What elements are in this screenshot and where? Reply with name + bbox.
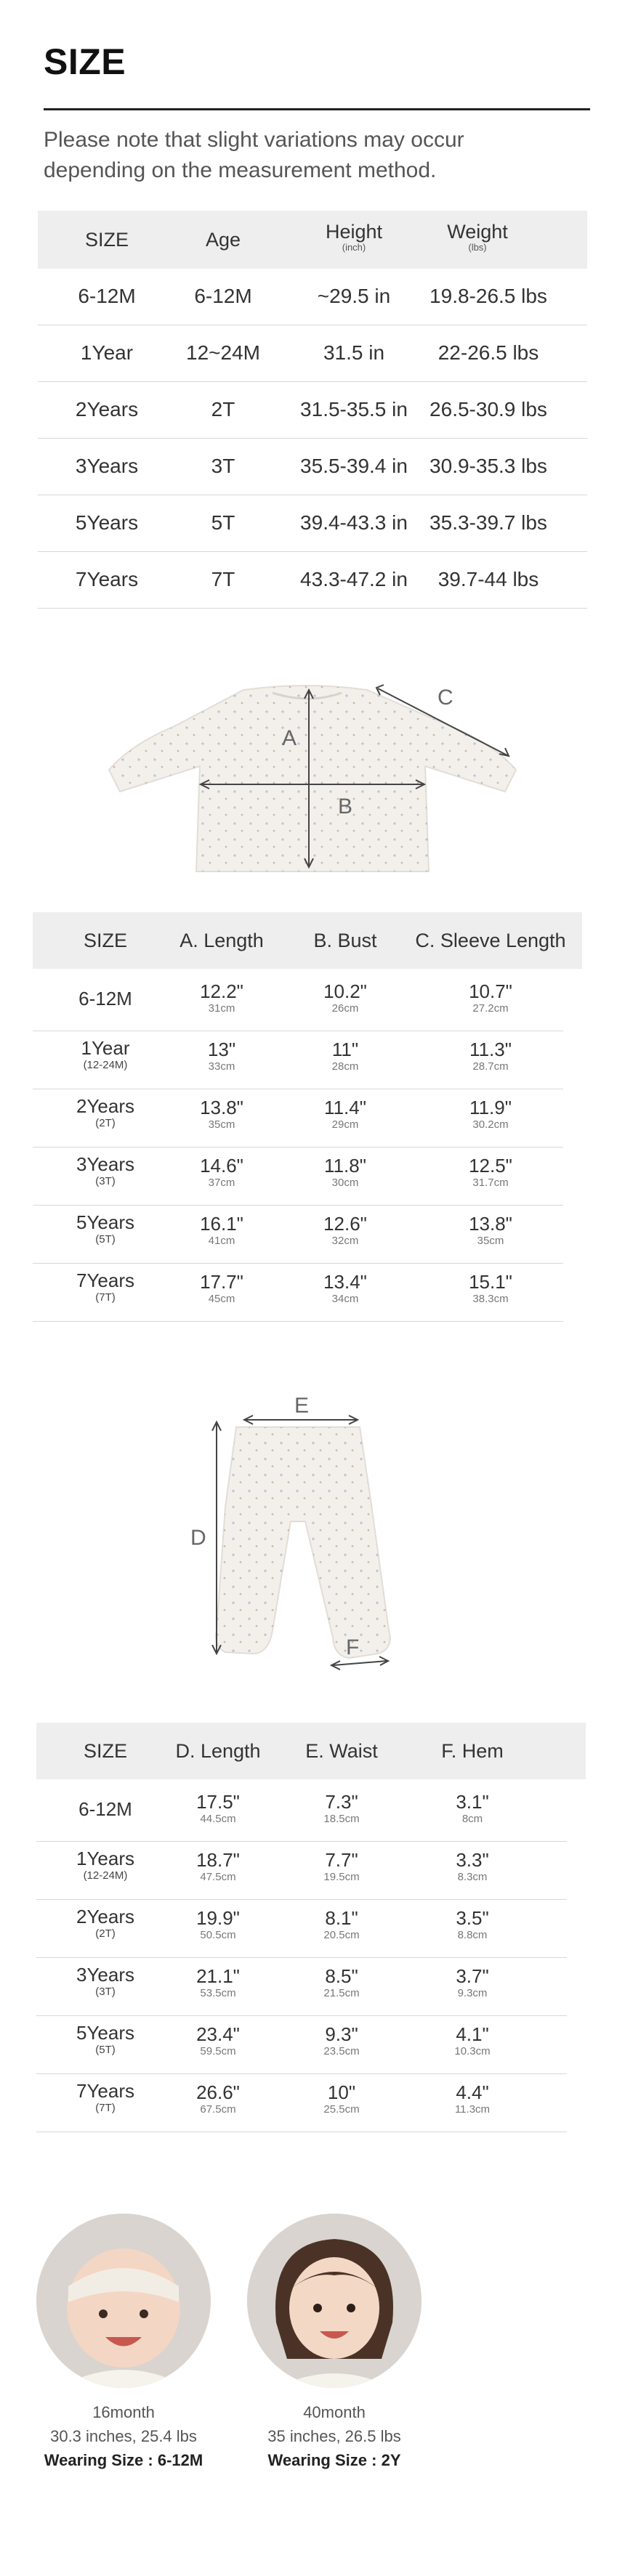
measure-cell: 18.7" 47.5cm <box>196 1849 240 1883</box>
measure-cell: 26.6" 67.5cm <box>196 2081 240 2116</box>
header-sleeve: C. Sleeve Length <box>415 930 566 951</box>
label-e: E <box>294 1394 310 1418</box>
size-cell: 2Years (2T) <box>76 1906 134 1940</box>
measure-cell: 11.9" 30.2cm <box>469 1097 512 1131</box>
measure-cell: 17.7" 45cm <box>200 1271 243 1305</box>
measure-cell: 11.4" 29cm <box>324 1097 366 1131</box>
measure-cell: 7.7" 19.5cm <box>323 1849 360 1883</box>
table-cell: 22-26.5 lbs <box>438 341 539 364</box>
row-divider <box>36 2015 567 2016</box>
table-cell: 19.8-26.5 lbs <box>430 285 547 307</box>
model-photo-1 <box>36 2214 211 2388</box>
model-age: 16month <box>92 2403 155 2421</box>
row-divider <box>33 1263 563 1264</box>
table-cell: 2Years <box>75 398 139 420</box>
row-divider <box>36 1957 567 1958</box>
measure-cell: 9.3" 23.5cm <box>323 2023 360 2057</box>
size-cell: 6-12M <box>78 1798 132 1820</box>
header-weight-unit: (lbs) <box>468 242 487 253</box>
label-b: B <box>338 795 353 818</box>
measure-cell: 15.1" 38.3cm <box>469 1271 512 1305</box>
label-d: D <box>190 1526 206 1550</box>
row-divider <box>33 1205 563 1206</box>
size-cell: 1Year (12-24M) <box>81 1037 130 1071</box>
measure-cell: 11" 28cm <box>331 1039 359 1073</box>
measure-cell: 8.1" 20.5cm <box>323 1907 360 1941</box>
row-divider <box>33 1321 563 1322</box>
measure-cell: 19.9" 50.5cm <box>196 1907 240 1941</box>
header-age: Age <box>205 229 241 251</box>
measure-cell: 11.8" 30cm <box>324 1155 366 1189</box>
measure-cell: 10" 25.5cm <box>323 2081 360 2116</box>
measure-cell: 3.3" 8.3cm <box>456 1849 489 1883</box>
header-d-length: D. Length <box>175 1740 261 1762</box>
header-hem: F. Hem <box>441 1740 504 1762</box>
table-cell: 39.7-44 lbs <box>438 568 539 590</box>
size-cell: 2Years (2T) <box>76 1095 134 1129</box>
size-cell: 3Years (3T) <box>76 1153 134 1187</box>
header-size: SIZE <box>84 229 129 251</box>
size-cell: 3Years (3T) <box>76 1964 134 1998</box>
measure-cell: 11.3" 28.7cm <box>469 1039 512 1073</box>
bottom-measurement-diagram <box>182 1391 414 1696</box>
header-height: Height (inch) <box>299 221 408 253</box>
table-cell: 3Years <box>75 455 139 477</box>
table-cell: 3T <box>211 455 235 477</box>
header-height-unit: (inch) <box>342 242 366 253</box>
measure-cell: 3.7" 9.3cm <box>456 1965 489 1999</box>
size-cell: 7Years (7T) <box>76 2080 134 2114</box>
measure-cell: 16.1" 41cm <box>200 1213 243 1247</box>
table-cell: 7T <box>211 568 235 590</box>
measure-cell: 12.5" 31.7cm <box>469 1155 512 1189</box>
table-cell: 26.5-30.9 lbs <box>430 398 547 420</box>
measure-cell: 8.5" 21.5cm <box>323 1965 360 1999</box>
table-cell: 6-12M <box>78 285 136 307</box>
model-caption-1 <box>22 2400 225 2472</box>
table-cell: 35.3-39.7 lbs <box>430 511 547 534</box>
measure-cell: 17.5" 44.5cm <box>196 1791 240 1825</box>
size-cell: 5Years (5T) <box>76 2022 134 2056</box>
measure-cell: 14.6" 37cm <box>200 1155 243 1189</box>
toddler-face-icon <box>247 2214 422 2388</box>
table-cell: 31.5-35.5 in <box>300 398 408 420</box>
bottom-measurement-table <box>36 1723 586 2133</box>
measure-cell: 13.8" 35cm <box>200 1097 243 1131</box>
row-divider <box>36 1841 567 1842</box>
measure-cell: 3.5" 8.8cm <box>456 1907 489 1941</box>
title-divider <box>44 108 590 110</box>
model-caption-2 <box>233 2400 436 2472</box>
size-cell: 5Years (5T) <box>76 1211 134 1246</box>
measure-cell: 4.1" 10.3cm <box>454 2023 491 2057</box>
size-cell: 1Years (12-24M) <box>76 1848 134 1882</box>
row-divider <box>38 608 587 609</box>
model-stats: 35 inches, 26.5 lbs <box>267 2427 401 2445</box>
measure-cell: 3.1" 8cm <box>456 1791 489 1825</box>
table-cell: 5T <box>211 511 235 534</box>
row-divider <box>36 1899 567 1900</box>
page-title: SIZE <box>44 41 126 82</box>
size-cell: 6-12M <box>78 988 132 1009</box>
row-divider <box>36 2073 567 2074</box>
measure-cell: 12.6" 32cm <box>323 1213 367 1247</box>
label-a: A <box>282 726 297 750</box>
table-cell: 31.5 in <box>323 341 385 364</box>
header-weight: Weight (lbs) <box>416 221 539 253</box>
table-cell: 5Years <box>75 511 139 534</box>
measure-cell: 10.7" 27.2cm <box>469 980 512 1015</box>
row-divider <box>38 438 587 439</box>
header-waist: E. Waist <box>305 1740 378 1762</box>
table-cell: 43.3-47.2 in <box>300 568 408 590</box>
measure-cell: 23.4" 59.5cm <box>196 2023 240 2057</box>
measure-cell: 12.2" 31cm <box>200 980 243 1015</box>
measure-cell: 13.8" 35cm <box>469 1213 512 1247</box>
top-measurement-diagram <box>87 675 538 893</box>
label-c: C <box>438 686 453 710</box>
model-stats: 30.3 inches, 25.4 lbs <box>50 2427 197 2445</box>
measure-cell: 13.4" 34cm <box>323 1271 367 1305</box>
baby-face-icon <box>36 2214 211 2388</box>
model-photo-2 <box>247 2214 422 2388</box>
table-cell: 6-12M <box>194 285 252 307</box>
header-length: A. Length <box>180 930 264 951</box>
table-cell: 12~24M <box>186 341 260 364</box>
measurement-note: Please note that slight variations may occur depending on the measurement method. <box>44 128 464 182</box>
size-chart-table <box>38 211 587 610</box>
measure-cell: 4.4" 11.3cm <box>454 2081 491 2116</box>
row-divider <box>38 551 587 552</box>
table-cell: 1Year <box>80 341 134 364</box>
table-cell: 30.9-35.3 lbs <box>430 455 547 477</box>
label-f: F <box>346 1636 360 1659</box>
row-divider <box>38 381 587 382</box>
model-wearing: Wearing Size : 6-12M <box>44 2451 203 2469</box>
header-bust: B. Bust <box>313 930 377 951</box>
header-size: SIZE <box>83 1740 127 1762</box>
measure-cell: 10.2" 26cm <box>323 980 367 1015</box>
table-cell: 7Years <box>75 568 139 590</box>
measure-cell: 13" 33cm <box>207 1039 236 1073</box>
measure-cell: 21.1" 53.5cm <box>196 1965 240 1999</box>
measure-cell: 7.3" 18.5cm <box>323 1791 360 1825</box>
header-size: SIZE <box>83 930 127 951</box>
table-cell: 39.4-43.3 in <box>300 511 408 534</box>
model-age: 40month <box>303 2403 366 2421</box>
table-cell: ~29.5 in <box>317 285 391 307</box>
model-wearing: Wearing Size : 2Y <box>267 2451 401 2469</box>
table-cell: 35.5-39.4 in <box>300 455 408 477</box>
top-measurement-table <box>33 912 582 1319</box>
table-cell: 2T <box>211 398 235 420</box>
size-cell: 7Years (7T) <box>76 1269 134 1304</box>
